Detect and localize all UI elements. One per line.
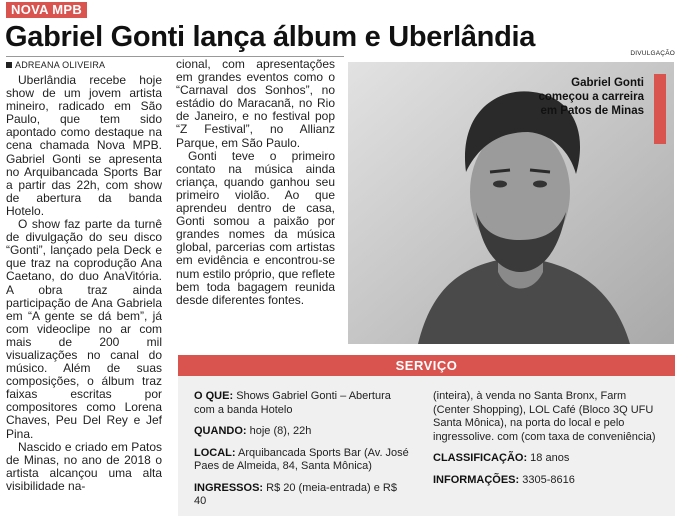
caption-accent-bar <box>654 74 666 144</box>
paragraph: Nascido e criado em Patos de Minas, no ano de 2018 o artista alcançou uma alta visibilidade na- <box>6 439 162 493</box>
service-value: Shows Gabriel Gonti – Abertura com a banda Hotelo <box>194 390 391 416</box>
service-value: 18 anos <box>530 452 570 464</box>
byline-square-icon <box>6 62 12 68</box>
article-column-2 <box>176 58 335 348</box>
service-box <box>178 355 675 516</box>
article-column-1 <box>6 74 162 516</box>
service-label: O QUE: <box>194 390 234 402</box>
photo-caption: Gabriel Gonti começou a carreira em Patos de Minas <box>538 77 644 117</box>
service-title: SERVIÇO <box>178 355 675 376</box>
service-value: Arquibancada Sports Bar (Av. José Paes de Almeida, 84, Santa Mônica) <box>194 446 409 472</box>
byline <box>6 60 105 70</box>
service-value: hoje (8), 22h <box>249 425 312 437</box>
service-value: 3305-8616 <box>522 473 575 486</box>
byline-author: ADREANA OLIVEIRA <box>15 60 106 70</box>
paragraph: O show faz parte da turnê de divulgação do seu disco “Gonti”, lançado pela Deck e que traz na coprodução Ana Caetano, do duo AnaVitória. A obra traz ainda participação de Ana Gabriela em “A gente se dá bem”, já com videoclipe no ar com mais de 200 mil visualizações no canal do músico. Além de suas composições, o álbum traz faixas escritas por compositores como Lorena Chaves, Peu Del Rey e Jef Pina. <box>6 217 162 441</box>
service-value: R$ 20 (meia-entrada) e R$ 40 <box>194 481 397 507</box>
service-column-2 <box>433 390 663 495</box>
artist-photo <box>348 62 674 344</box>
service-label: CLASSIFICAÇÃO: <box>433 452 528 464</box>
service-label: QUANDO: <box>194 425 247 437</box>
paragraph: Uberlândia recebe hoje show de um jovem artista mineiro, radicado em São Paulo, que tem sido apontado como destaque na cena chamada Nova MPB. Gabriel Gonti se apresenta no Arquibancada Sports Bar a partir das 22h, com show de abertura da banda Hotelo. <box>6 74 162 218</box>
photo-credit: DIVULGAÇÃO <box>630 50 675 57</box>
section-kicker: NOVA MPB <box>6 2 87 18</box>
service-column-1 <box>194 390 409 517</box>
service-label: INFORMAÇÕES: <box>433 473 520 486</box>
service-label: LOCAL: <box>194 446 236 459</box>
service-label: INGRESSOS: <box>194 481 264 494</box>
paragraph: cional, com apresentações em grandes eventos como o “Carnaval dos Sonhos”, no estádio do Maracanã, no Rio de Janeiro, e no festival pop “Z Festival”, no Allianz Parque, em São Paulo. <box>176 58 335 150</box>
paragraph: Gonti teve o primeiro contato na música ainda criança, quando ganhou seu primeiro violão. Ao que aprendeu dentro de casa, Gonti somou a paixão por grandes nomes da música global, parcerias com artistas em evidência e encontrou-se num estilo próprio, que reflete bem toda bagagem reunida desde diferentes fontes. <box>176 148 335 307</box>
headline: Gabriel Gonti lança álbum e Uberlândia <box>5 21 536 53</box>
byline-rule <box>6 56 344 57</box>
service-value: (inteira), à venda no Santa Bronx, Farm (Center Shopping), LOL Café (Bloco 3Q UFU Santa Mônica), na porta do local e pelo ingressolive. com (com taxa de conveniência) <box>433 390 656 443</box>
